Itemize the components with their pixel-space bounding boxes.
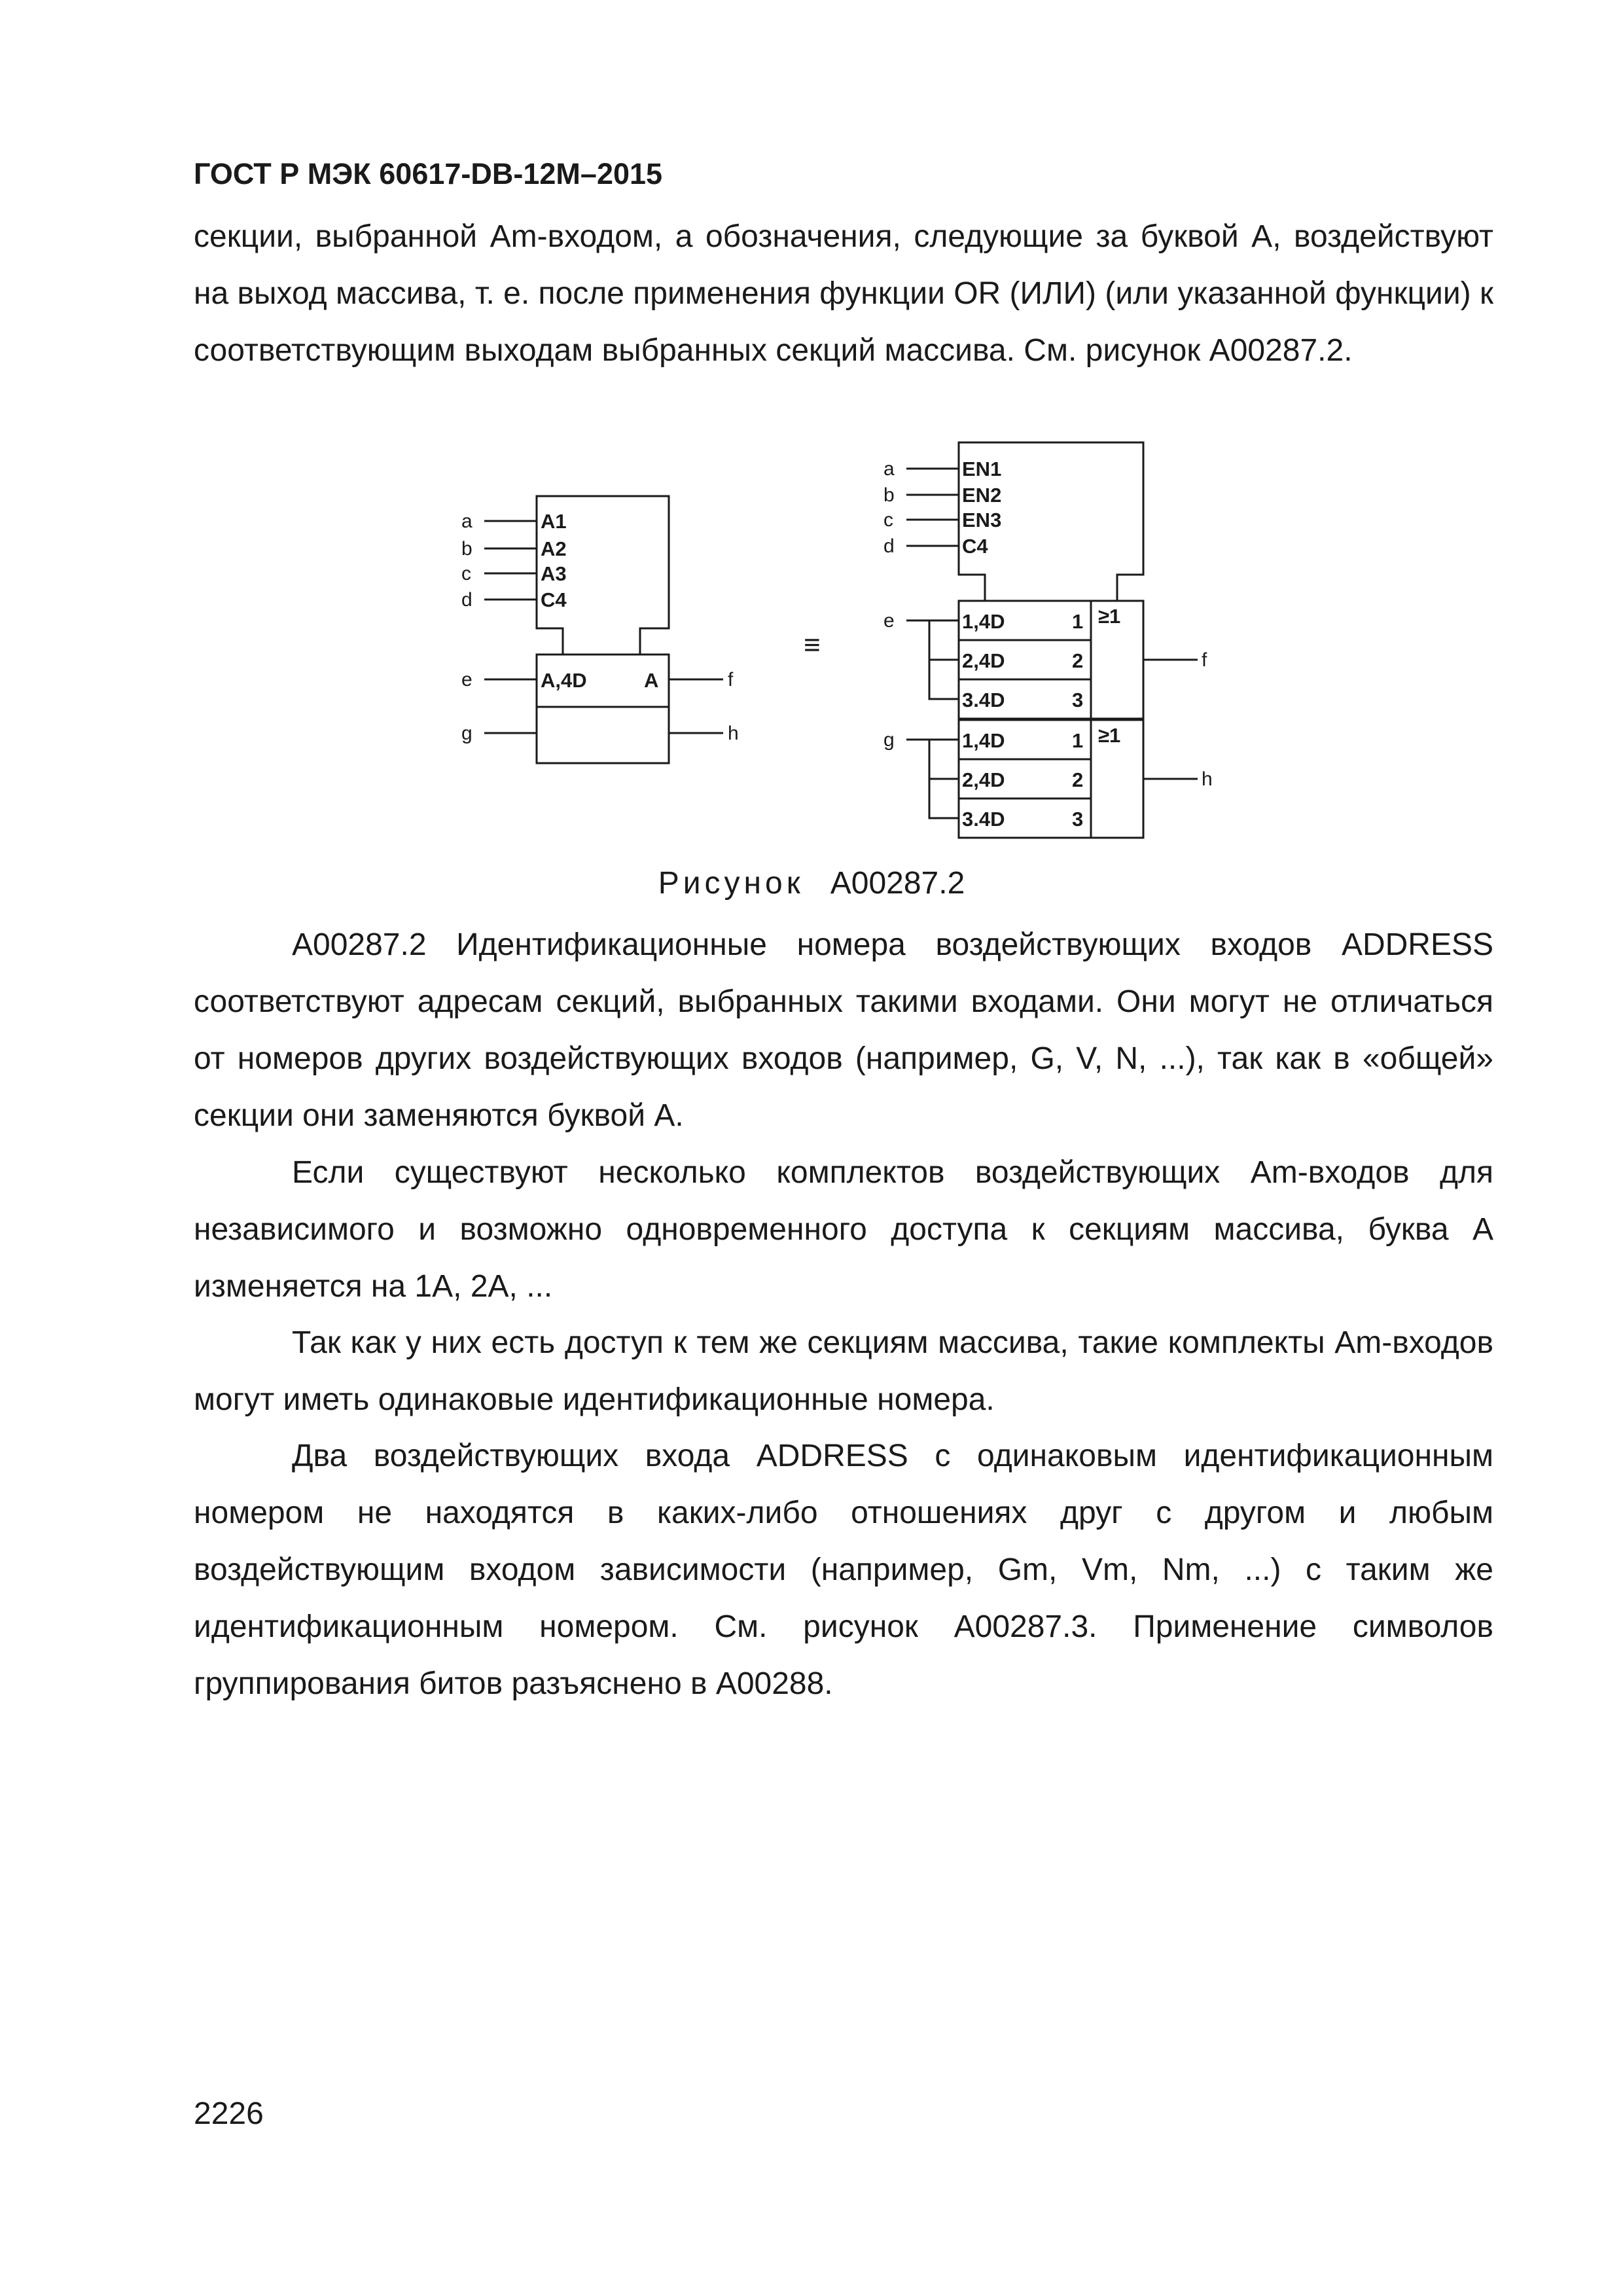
lower-row-2-num: 2: [1072, 768, 1084, 791]
left-label-a1: A1: [541, 510, 567, 533]
upper-row-2-num: 2: [1072, 649, 1084, 672]
left-output-h: h: [728, 723, 739, 744]
left-output-f: f: [728, 669, 734, 691]
figure-caption-word: Рисунок: [658, 866, 804, 901]
left-input-e: e: [461, 669, 473, 691]
left-section-qualifier: A: [644, 669, 659, 692]
paragraph-5: Два воздействующих входа ADDRESS с одинаковым идентификационным номером не находятся в каких-либо отношениях друг с другом и любым воздействующим входом зависимости (например, Gm, Vm, Nm, ...) с таким же идентификационным номером. См. рисунок A00287.3. Применение символов группирования битов разъяснено в A00288.: [194, 1439, 1493, 1701]
left-section-label: A,4D: [541, 669, 587, 692]
lower-row-3-label: 3.4D: [962, 808, 1005, 831]
right-label-en1: EN1: [962, 457, 1002, 480]
right-output-f: f: [1202, 649, 1207, 671]
page-number: 2226: [194, 2096, 264, 2131]
left-input-b: b: [461, 538, 473, 560]
right-label-en2: EN2: [962, 484, 1002, 507]
right-input-d: d: [883, 535, 895, 557]
lower-row-1-label: 1,4D: [962, 729, 1005, 752]
upper-row-3-num: 3: [1072, 689, 1084, 711]
right-label-en3: EN3: [962, 509, 1002, 531]
paragraph-4: Так как у них есть доступ к тем же секциям массива, такие комплекты Am-входов могут иметь одинаковые идентификационные номера.: [194, 1325, 1493, 1417]
right-input-b: b: [883, 484, 895, 506]
paragraph-1: секции, выбранной Am-входом, а обозначения, следующие за буквой A, воздействуют на выход массива, т. е. после применения функции OR (ИЛИ) (или указанной функции) к соответствующим выходам выбранных секций массива. См. рисунок A00287.2.: [194, 219, 1493, 368]
left-input-a: a: [461, 511, 473, 532]
lower-row-1-num: 1: [1072, 729, 1084, 752]
paragraph-3: Если существуют несколько комплектов воздействующих Am-входов для независимого и возможно одновременного доступа к секциям массива, буква A изменяется на 1A, 2A, ...: [194, 1155, 1493, 1304]
figure-caption-number: A00287.2: [830, 866, 965, 901]
lower-row-2-label: 2,4D: [962, 768, 1005, 791]
upper-row-2-label: 2,4D: [962, 649, 1005, 672]
right-label-c4: C4: [962, 535, 988, 558]
upper-row-1-label: 1,4D: [962, 610, 1005, 633]
right-input-e: e: [883, 610, 895, 632]
left-label-a3: A3: [541, 562, 567, 585]
lower-row-3-num: 3: [1072, 808, 1084, 831]
left-input-d: d: [461, 589, 473, 611]
figure-caption: [0, 864, 1623, 903]
upper-row-3-label: 3.4D: [962, 689, 1005, 711]
left-input-g: g: [461, 723, 473, 744]
right-input-g: g: [883, 729, 895, 751]
left-label-a2: A2: [541, 537, 567, 560]
left-label-c4: C4: [541, 588, 567, 611]
right-input-a: a: [883, 458, 895, 480]
right-input-c: c: [883, 509, 893, 531]
upper-or-symbol: ≥1: [1098, 605, 1121, 628]
right-output-h: h: [1202, 768, 1213, 790]
paragraph-2: A00287.2 Идентификационные номера воздействующих входов ADDRESS соответствуют адресам секций, выбранных такими входами. Они могут не отличаться от номеров других воздействующих входов (например, G, V, N, ...), так как в «общей» секции они заменяются буквой A.: [194, 927, 1493, 1133]
equivalence-sign: ≡: [804, 629, 821, 661]
lower-or-symbol: ≥1: [1098, 724, 1121, 747]
document-header: ГОСТ Р МЭК 60617-DB-12M–2015: [194, 157, 663, 190]
left-input-c: c: [461, 563, 471, 584]
upper-row-1-num: 1: [1072, 610, 1084, 633]
figure-a00287-2: [0, 419, 1623, 864]
